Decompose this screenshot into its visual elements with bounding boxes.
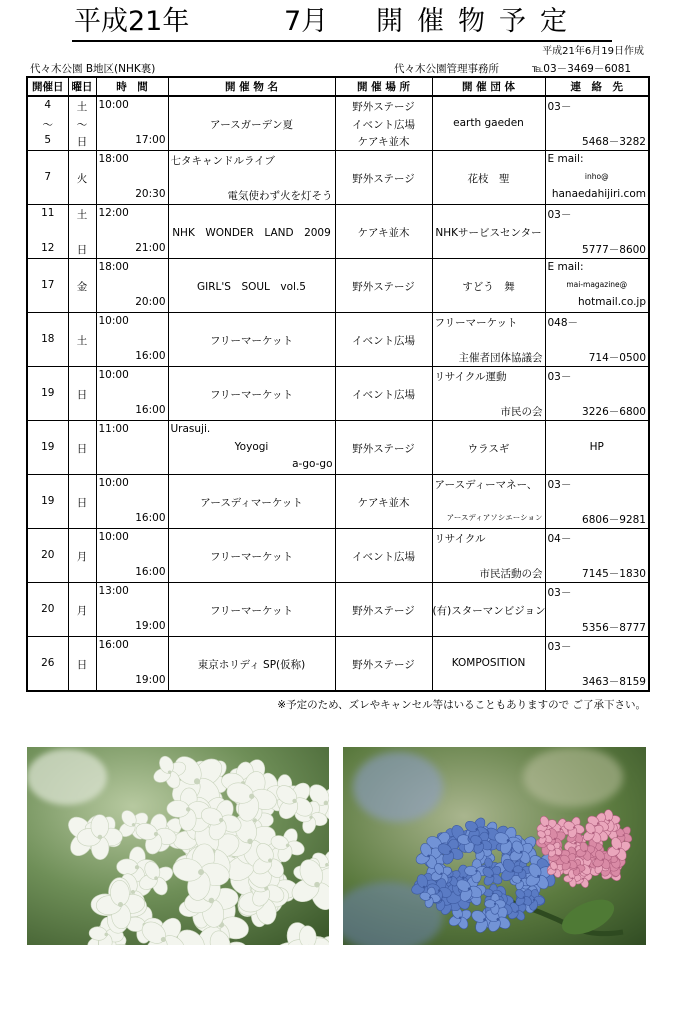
- date-cell: [27, 96, 68, 151]
- date-cell-line: 20: [41, 549, 55, 561]
- date-cell-line: 7: [44, 171, 52, 183]
- table-row: [27, 367, 649, 421]
- day-cell: [68, 259, 96, 313]
- time-cell-line: 11:00: [98, 423, 129, 435]
- event-name-cell: [168, 205, 335, 259]
- day-cell-line: 土: [76, 335, 88, 347]
- organizer-cell: [432, 96, 545, 151]
- event-name-cell: [168, 151, 335, 205]
- date-cell-line: 5: [44, 134, 52, 146]
- place-cell: [335, 367, 432, 421]
- park-name: 代々木公園: [30, 63, 83, 75]
- contact-cell-line: 7145－1830: [582, 568, 646, 580]
- time-cell-line: 16:00: [135, 404, 166, 416]
- event-name-cell: [168, 529, 335, 583]
- organizer-cell: [432, 421, 545, 475]
- table-row: [27, 151, 649, 205]
- time-cell: [96, 637, 168, 692]
- place-cell: [335, 421, 432, 475]
- date-cell: [27, 205, 68, 259]
- disclaimer-note: ※予定のため、ズレやキャンセル等はいることもありますので ご了承下さい。: [277, 699, 646, 711]
- time-cell: [96, 421, 168, 475]
- contact-cell-line: 03－: [547, 587, 572, 599]
- district-name: B地区(NHK裏): [85, 63, 156, 75]
- date-cell: [27, 151, 68, 205]
- date-cell-line: 19: [41, 495, 55, 507]
- place-cell-line: ケアキ並木: [357, 136, 410, 148]
- date-cell-line: 17: [41, 279, 55, 291]
- organizer-cell-line: リサイクル: [434, 533, 486, 545]
- day-cell: [68, 313, 96, 367]
- contact-cell-line: hotmail.co.jp: [578, 296, 646, 308]
- place-cell-line: 野外ステージ: [352, 659, 415, 671]
- event-name-cell-line: フリーマーケット: [209, 335, 294, 347]
- event-name-cell-line: 電気使わず火を灯そう: [227, 190, 333, 202]
- place-cell-line: 野外ステージ: [352, 605, 415, 617]
- organizer-cell-line: すどう 舞: [462, 281, 515, 293]
- day-cell-line: 月: [76, 551, 88, 563]
- event-name-cell: [168, 637, 335, 692]
- time-cell-line: 10:00: [98, 531, 129, 543]
- contact-cell: [545, 205, 649, 259]
- day-cell-line: ～: [76, 119, 88, 131]
- event-name-cell-line: フリーマーケット: [209, 551, 294, 563]
- event-name-cell-line: フリーマーケット: [209, 605, 294, 617]
- contact-cell: [545, 313, 649, 367]
- date-cell-line: ～: [42, 119, 53, 131]
- contact-cell-line: 03－: [547, 641, 572, 653]
- contact-cell-line: 3226－6800: [582, 406, 646, 418]
- created-date: 平成21年6月19日作成: [542, 46, 644, 57]
- time-cell-line: 10:00: [98, 369, 129, 381]
- event-name-cell: [168, 313, 335, 367]
- table-row: [27, 475, 649, 529]
- day-cell: [68, 151, 96, 205]
- contact-cell: [545, 96, 649, 151]
- time-cell-line: 18:00: [98, 261, 129, 273]
- location-info: [30, 61, 155, 76]
- event-name-cell: [168, 475, 335, 529]
- organizer-cell-line: KOMPOSITION: [451, 657, 526, 669]
- organizer-cell-line: 市民の会: [500, 406, 543, 418]
- place-cell-line: ケアキ並木: [357, 497, 410, 509]
- day-cell-line: 金: [76, 281, 88, 293]
- place-cell: [335, 151, 432, 205]
- day-cell: [68, 583, 96, 637]
- place-cell-line: 野外ステージ: [352, 443, 415, 455]
- contact-cell: [545, 475, 649, 529]
- place-cell-line: イベント広場: [352, 551, 415, 563]
- place-cell-line: ケアキ並木: [357, 227, 410, 239]
- time-cell: [96, 313, 168, 367]
- table-row: [27, 259, 649, 313]
- event-name-cell-line: NHK WONDER LAND 2009: [172, 227, 331, 239]
- date-cell-line: 19: [41, 387, 55, 399]
- contact-cell-line: hanaedahijiri.com: [551, 188, 646, 200]
- time-cell-line: 20:00: [135, 296, 166, 308]
- contact-cell-line: 5468－3282: [582, 136, 646, 148]
- contact-cell-line: inho@: [584, 172, 609, 181]
- event-name-cell-line: Urasuji.: [170, 423, 211, 435]
- day-cell-line: 月: [76, 605, 88, 617]
- organizer-cell-line: (有)スターマンビジョン: [432, 605, 546, 617]
- day-cell-line: 日: [76, 244, 88, 256]
- place-cell-line: イベント広場: [352, 335, 415, 347]
- office-name: 代々木公園管理事務所: [394, 63, 499, 75]
- organizer-cell-line: フリーマーケット: [434, 317, 518, 329]
- time-cell-line: 16:00: [135, 350, 166, 362]
- contact-cell: [545, 637, 649, 692]
- event-name-cell-line: Yoyogi: [234, 441, 269, 453]
- place-cell: [335, 583, 432, 637]
- contact-cell: [545, 367, 649, 421]
- table-row: [27, 583, 649, 637]
- contact-cell: [545, 583, 649, 637]
- date-cell-line: 18: [41, 333, 55, 345]
- event-name-cell-line: フリーマーケット: [209, 389, 294, 401]
- table-row: [27, 637, 649, 692]
- event-name-cell-line: GIRL'S SOUL vol.5: [197, 281, 306, 293]
- office-tel: ℡03－3469－6081: [532, 63, 632, 75]
- day-cell: [68, 96, 96, 151]
- event-name-cell-line: a-go-go: [292, 458, 333, 470]
- header-time: 時 間: [96, 77, 168, 96]
- day-cell-line: 日: [76, 659, 88, 671]
- time-cell-line: 10:00: [98, 477, 129, 489]
- organizer-cell: [432, 313, 545, 367]
- table-header-row: [27, 77, 649, 96]
- time-cell-line: 21:00: [135, 242, 166, 254]
- contact-cell-line: HP: [589, 441, 604, 453]
- place-cell: [335, 475, 432, 529]
- time-cell-line: 19:00: [135, 620, 166, 632]
- day-cell: [68, 367, 96, 421]
- date-cell: [27, 637, 68, 692]
- place-cell: [335, 313, 432, 367]
- contact-cell-line: 5777－8600: [582, 244, 646, 256]
- title-month: 7月: [284, 6, 329, 37]
- time-cell: [96, 367, 168, 421]
- day-cell: [68, 205, 96, 259]
- table-row: [27, 529, 649, 583]
- contact-cell-line: 03－: [547, 101, 572, 113]
- contact-cell-line: E mail:: [547, 153, 584, 165]
- place-cell-line: イベント広場: [352, 119, 415, 131]
- date-cell: [27, 367, 68, 421]
- day-cell-line: 土: [76, 209, 88, 221]
- header-date: 開催日: [27, 77, 68, 96]
- day-cell-line: 土: [76, 101, 88, 113]
- event-name-cell-line: 東京ホリディ SP(仮称): [197, 659, 306, 671]
- table-row: [27, 421, 649, 475]
- organizer-cell: [432, 475, 545, 529]
- time-cell-line: 10:00: [98, 315, 129, 327]
- time-cell-line: 10:00: [98, 99, 129, 111]
- time-cell-line: 16:00: [98, 639, 129, 651]
- organizer-cell-line: アースディアソシエーション: [446, 513, 543, 522]
- time-cell-line: 12:00: [98, 207, 129, 219]
- day-cell: [68, 637, 96, 692]
- contact-cell-line: 6806－9281: [582, 514, 646, 526]
- place-cell: [335, 259, 432, 313]
- date-cell-line: 20: [41, 603, 55, 615]
- day-cell: [68, 475, 96, 529]
- organizer-cell: [432, 367, 545, 421]
- place-cell: [335, 205, 432, 259]
- title-year: 平成21年: [74, 6, 190, 37]
- contact-cell-line: 3463－8159: [582, 676, 646, 688]
- place-cell-line: 野外ステージ: [352, 101, 415, 113]
- day-cell: [68, 529, 96, 583]
- day-cell: [68, 421, 96, 475]
- organizer-cell: [432, 637, 545, 692]
- time-cell-line: 17:00: [135, 134, 166, 146]
- day-cell-line: 日: [76, 443, 88, 455]
- date-cell: [27, 583, 68, 637]
- date-cell: [27, 259, 68, 313]
- contact-cell-line: mai-magazine@: [566, 280, 628, 289]
- header-day: 曜日: [68, 77, 96, 96]
- day-cell-line: 日: [76, 389, 88, 401]
- organizer-cell-line: 花枝 聖: [467, 173, 510, 185]
- blue-pink-hydrangea-photo: [343, 747, 646, 945]
- organizer-cell: [432, 529, 545, 583]
- organizer-cell: [432, 205, 545, 259]
- contact-cell-line: E mail:: [547, 261, 584, 273]
- date-cell-line: 4: [44, 99, 52, 111]
- schedule-table: [26, 76, 650, 692]
- organizer-cell-line: earth gaeden: [453, 117, 524, 129]
- time-cell: [96, 259, 168, 313]
- organizer-cell-line: リサイクル運動: [434, 371, 507, 383]
- place-cell: [335, 96, 432, 151]
- event-name-cell: [168, 259, 335, 313]
- place-cell: [335, 637, 432, 692]
- organizer-cell-line: 市民活動の会: [479, 568, 543, 580]
- contact-cell-line: 03－: [547, 371, 572, 383]
- organizer-cell: [432, 151, 545, 205]
- white-hydrangea-photo: [27, 747, 329, 945]
- table-row: [27, 313, 649, 367]
- header-event-name: 開 催 物 名: [168, 77, 335, 96]
- time-cell: [96, 96, 168, 151]
- contact-cell-line: 048－: [547, 317, 579, 329]
- contact-cell: [545, 529, 649, 583]
- day-cell-line: 日: [76, 136, 88, 148]
- time-cell-line: 13:00: [98, 585, 129, 597]
- event-name-cell-line: アースガーデン夏: [210, 119, 293, 131]
- contact-cell: [545, 151, 649, 205]
- time-cell: [96, 583, 168, 637]
- time-cell-line: 20:30: [135, 188, 166, 200]
- organizer-cell-line: ウラスギ: [467, 443, 510, 455]
- date-cell-line: 19: [41, 441, 55, 453]
- event-name-cell: [168, 367, 335, 421]
- date-cell-line: 26: [41, 657, 55, 669]
- date-cell: [27, 421, 68, 475]
- date-cell-line: 12: [41, 242, 55, 254]
- contact-cell: [545, 259, 649, 313]
- date-cell: [27, 313, 68, 367]
- event-name-cell: [168, 96, 335, 151]
- day-cell-line: 日: [76, 497, 88, 509]
- place-cell-line: 野外ステージ: [352, 173, 415, 185]
- contact-cell: [545, 421, 649, 475]
- page-title: [72, 6, 612, 42]
- date-cell: [27, 475, 68, 529]
- time-cell: [96, 151, 168, 205]
- table-row: [27, 205, 649, 259]
- date-cell: [27, 529, 68, 583]
- organizer-cell: [432, 259, 545, 313]
- place-cell: [335, 529, 432, 583]
- event-name-cell-line: アースディマーケット: [200, 497, 303, 509]
- event-name-cell: [168, 583, 335, 637]
- contact-cell-line: 714－0500: [588, 352, 646, 364]
- date-cell-line: 11: [41, 207, 55, 219]
- title-event: 開催物予定: [376, 6, 581, 37]
- day-cell-line: 火: [76, 173, 88, 185]
- organizer-cell-line: NHKサービスセンター: [435, 227, 542, 239]
- time-cell: [96, 529, 168, 583]
- time-cell-line: 19:00: [135, 674, 166, 686]
- time-cell-line: 18:00: [98, 153, 129, 165]
- header-contact: 連 絡 先: [545, 77, 649, 96]
- time-cell-line: 16:00: [135, 566, 166, 578]
- contact-cell-line: 5356－8777: [582, 622, 646, 634]
- place-cell-line: 野外ステージ: [352, 281, 415, 293]
- event-name-cell-line: 七タキャンドルライブ: [170, 155, 275, 167]
- organizer-cell: [432, 583, 545, 637]
- time-cell-line: 16:00: [135, 512, 166, 524]
- organizer-cell-line: アースディーマネー、: [434, 479, 538, 491]
- contact-cell-line: 03－: [547, 209, 572, 221]
- time-cell: [96, 205, 168, 259]
- contact-cell-line: 04－: [547, 533, 572, 545]
- contact-cell-line: 03－: [547, 479, 572, 491]
- organizer-cell-line: 主催者団体協議会: [458, 352, 543, 364]
- table-row: [27, 96, 649, 151]
- header-place: 開 催 場 所: [335, 77, 432, 96]
- event-name-cell: [168, 421, 335, 475]
- time-cell: [96, 475, 168, 529]
- place-cell-line: イベント広場: [352, 389, 415, 401]
- header-organizer: 開 催 団 体: [432, 77, 545, 96]
